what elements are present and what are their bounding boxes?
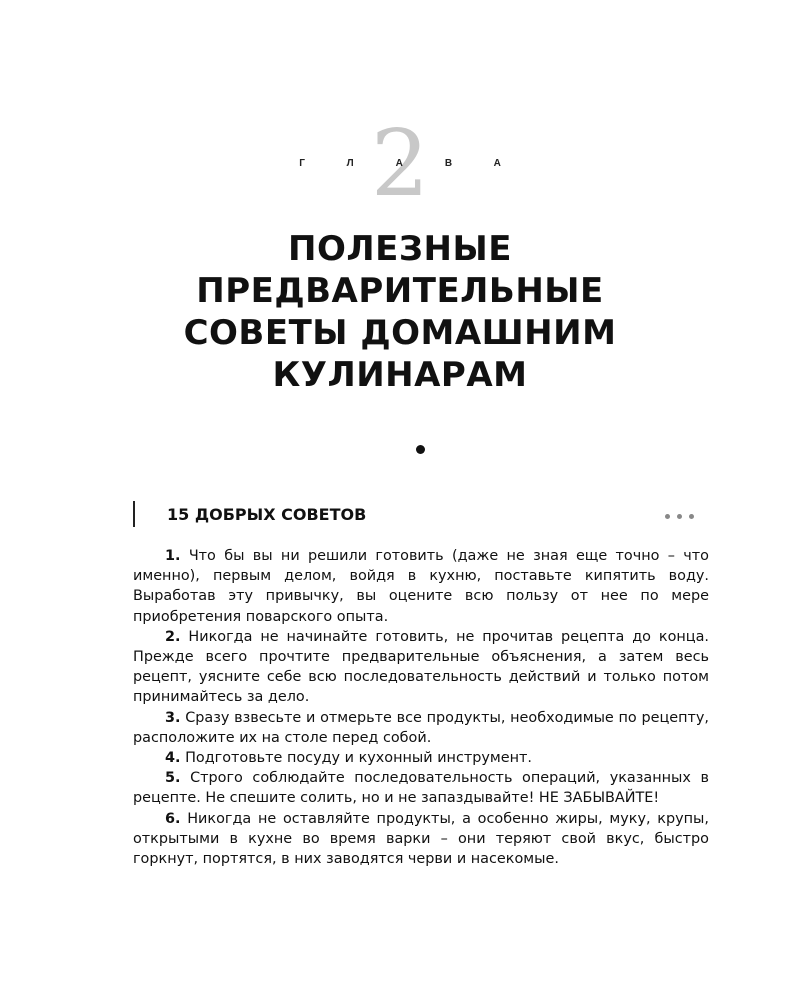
chapter-header bbox=[0, 110, 800, 218]
ornament-dot bbox=[689, 514, 694, 519]
tip-number: 3. bbox=[165, 709, 181, 726]
tip-text: Сразу взвесьте и отмерьте все продукты, необходимые по рецепту, расположите их на столе перед собой. bbox=[133, 709, 710, 746]
chapter-title-line: СОВЕТЫ ДОМАШНИМ bbox=[183, 313, 617, 353]
tip-text: Подготовьте посуду и кухонный инструмент. bbox=[185, 750, 532, 767]
tip-number: 4. bbox=[165, 750, 181, 767]
tip-number: 6. bbox=[165, 810, 181, 827]
section-title: 15 ДОБРЫХ СОВЕТОВ bbox=[167, 505, 367, 524]
tip-paragraph bbox=[133, 546, 709, 627]
tip-text: Никогда не оставляйте продукты, а особенно жиры, муку, крупы, открытыми в кухне во время варки – они теряют свой вкус, быстро горкнут, портятся, в них заводятся черви и насекомые. bbox=[133, 810, 709, 868]
tip-paragraph bbox=[133, 768, 709, 808]
chapter-title-line: КУЛИНАРАМ bbox=[272, 355, 528, 395]
tip-paragraph bbox=[133, 748, 709, 768]
chapter-title bbox=[90, 228, 710, 396]
ellipsis-ornament-icon bbox=[665, 514, 694, 519]
tip-paragraph bbox=[133, 627, 709, 708]
divider-dot bbox=[416, 445, 425, 454]
tip-number: 5. bbox=[165, 770, 181, 787]
section-marker-bar bbox=[133, 501, 135, 527]
chapter-number: 2 bbox=[370, 110, 430, 217]
tip-text: Строго соблюдайте последовательность операций, указанных в рецепте. Не спешите солить, но и не запаздывайте! НЕ ЗАБЫВАЙТЕ! bbox=[133, 770, 709, 807]
ornament-dot bbox=[677, 514, 682, 519]
chapter-label: ГЛАВА bbox=[299, 158, 543, 169]
chapter-title-line: ПРЕДВАРИТЕЛЬНЫЕ bbox=[196, 271, 604, 311]
tips-list bbox=[133, 546, 709, 869]
tip-number: 1. bbox=[165, 548, 181, 564]
tip-text: Никогда не начинайте готовить, не прочитав рецепта до конца. Прежде всего прочтите предварительные объяснения, а затем весь рецепт, уясните себе всю последовательность действий и только потом принимайтесь за дело. bbox=[133, 628, 709, 706]
tip-paragraph bbox=[133, 809, 709, 870]
tip-paragraph bbox=[133, 708, 709, 748]
ornament-dot bbox=[665, 514, 670, 519]
chapter-title-line: ПОЛЕЗНЫЕ bbox=[288, 229, 512, 269]
tip-text: Что бы вы ни решили готовить (даже не зная еще точно – что именно), первым делом, войдя в кухню, поставьте кипятить воду. Выработав эту привычку, вы оцените всю пользу от нее по мере приобретения поварского опыта. bbox=[133, 548, 709, 625]
tip-number: 2. bbox=[165, 628, 181, 645]
